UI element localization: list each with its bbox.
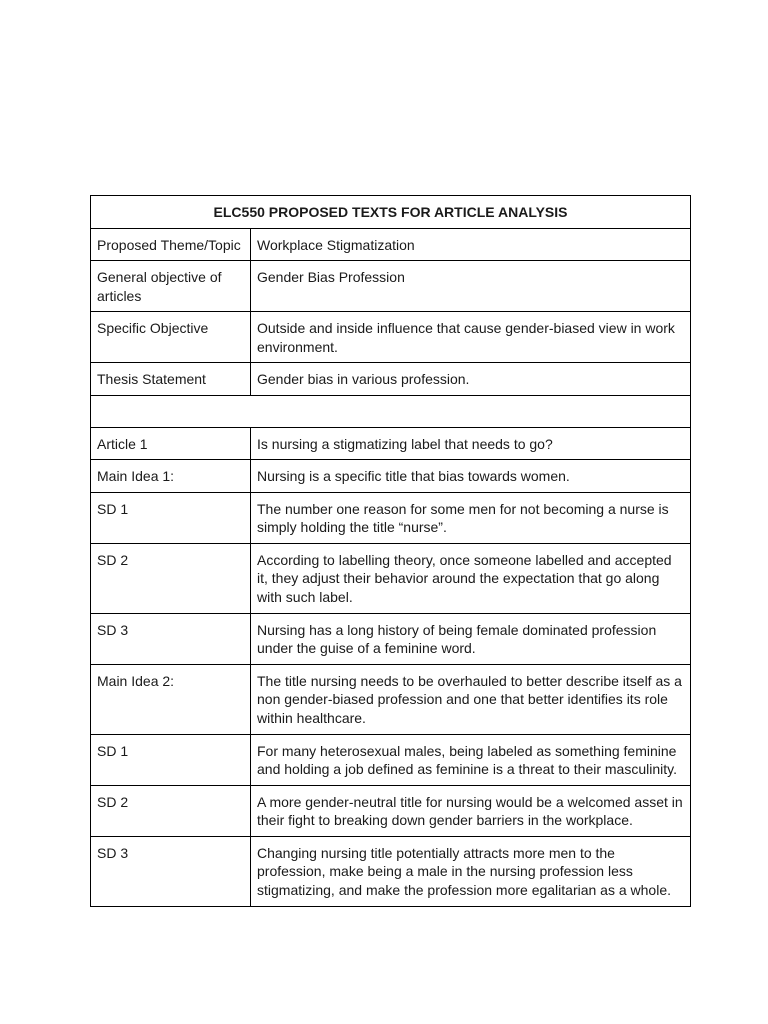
row-value: The number one reason for some men for not becoming a nurse is simply holding the title “nurse”. — [251, 492, 691, 543]
row-value: Nursing is a specific title that bias towards women. — [251, 460, 691, 493]
table-row — [91, 543, 691, 613]
table-row — [91, 492, 691, 543]
row-value: Nursing has a long history of being female dominated profession under the guise of a feminine word. — [251, 613, 691, 664]
row-label: Article 1 — [91, 427, 251, 460]
row-value: For many heterosexual males, being labeled as something feminine and holding a job defined as feminine is a threat to their masculinity. — [251, 734, 691, 785]
row-value: Outside and inside influence that cause gender-biased view in work environment. — [251, 312, 691, 363]
row-label: Main Idea 1: — [91, 460, 251, 493]
table-row — [91, 785, 691, 836]
row-value: The title nursing needs to be overhauled to better describe itself as a non gender-biased profession and one that better identifies its role within healthcare. — [251, 664, 691, 734]
article-analysis-table — [90, 195, 691, 907]
row-label: Proposed Theme/Topic — [91, 228, 251, 261]
table-row — [91, 363, 691, 396]
table-title: ELC550 PROPOSED TEXTS FOR ARTICLE ANALYSIS — [91, 196, 691, 229]
spacer-cell — [91, 395, 691, 427]
row-value: Is nursing a stigmatizing label that needs to go? — [251, 427, 691, 460]
row-value: Gender Bias Profession — [251, 261, 691, 312]
row-label: SD 3 — [91, 836, 251, 906]
row-label: SD 2 — [91, 785, 251, 836]
row-label: General objective of articles — [91, 261, 251, 312]
table-row — [91, 613, 691, 664]
row-value: Gender bias in various profession. — [251, 363, 691, 396]
table-row — [91, 664, 691, 734]
row-value: Workplace Stigmatization — [251, 228, 691, 261]
row-label: Specific Objective — [91, 312, 251, 363]
table-row — [91, 734, 691, 785]
table-row — [91, 836, 691, 906]
row-label: SD 3 — [91, 613, 251, 664]
table-title-row — [91, 196, 691, 229]
table-row — [91, 460, 691, 493]
row-label: Main Idea 2: — [91, 664, 251, 734]
row-value: According to labelling theory, once someone labelled and accepted it, they adjust their behavior around the expectation that go along with such label. — [251, 543, 691, 613]
table-row — [91, 228, 691, 261]
row-label: Thesis Statement — [91, 363, 251, 396]
spacer-row — [91, 395, 691, 427]
row-label: SD 1 — [91, 734, 251, 785]
table-row — [91, 312, 691, 363]
row-value: Changing nursing title potentially attracts more men to the profession, make being a male in the nursing profession less stigmatizing, and make the profession more egalitarian as a whole. — [251, 836, 691, 906]
row-label: SD 1 — [91, 492, 251, 543]
row-value: A more gender-neutral title for nursing would be a welcomed asset in their fight to breaking down gender barriers in the workplace. — [251, 785, 691, 836]
table-row — [91, 261, 691, 312]
row-label: SD 2 — [91, 543, 251, 613]
table-row — [91, 427, 691, 460]
